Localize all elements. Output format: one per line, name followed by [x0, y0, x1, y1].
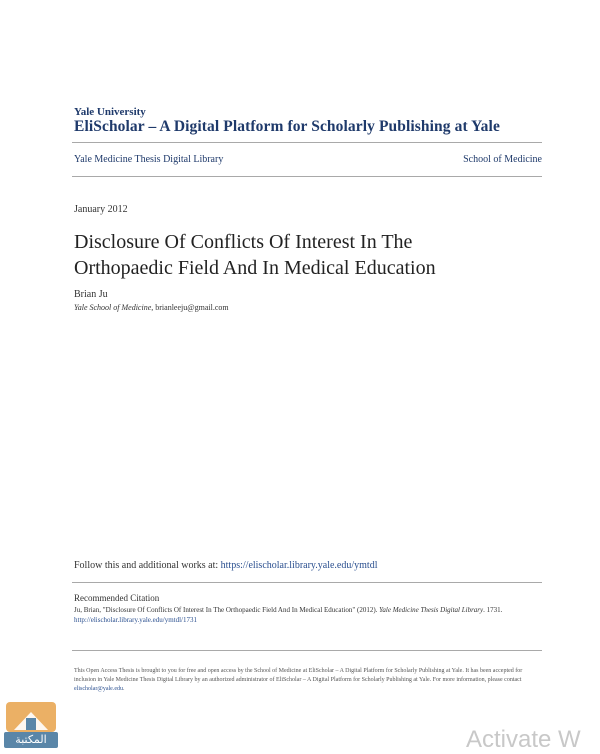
top-divider: [72, 142, 542, 143]
footer-text: This Open Access Thesis is brought to you for free and open access by the School of Medicine at EliScholar – A Digital Platform for Scholarly Publishing at Yale. It has been accepted for inclusion in Yale Medicine Thesis Digital Library by an authorized administrator of EliScholar – A Digital Platform for Scholarly Publishing at Yale. For more information, please contact: [74, 668, 523, 683]
department-link[interactable]: School of Medicine: [463, 154, 542, 165]
paper-title-line-1: Disclosure Of Conflicts Of Interest In The: [74, 231, 413, 253]
citation-divider: [72, 650, 542, 651]
follow-link[interactable]: https://elischolar.library.yale.edu/ymtdl: [220, 560, 378, 571]
citation-url[interactable]: http://elischolar.library.yale.edu/ymtdl/1731: [74, 616, 197, 624]
author-email: , brianleeju@gmail.com: [151, 303, 229, 312]
citation-heading: Recommended Citation: [74, 593, 160, 603]
author-name: Brian Ju: [74, 289, 108, 300]
university-name: Yale University: [74, 106, 146, 118]
citation-text: [74, 605, 544, 625]
header-divider: [72, 176, 542, 177]
publication-date: January 2012: [74, 204, 128, 215]
follow-text: Follow this and additional works at:: [74, 560, 221, 571]
citation-number: . 1731.: [483, 606, 503, 614]
citation-series: Yale Medicine Thesis Digital Library: [379, 606, 484, 614]
follow-line: [74, 560, 377, 571]
paper-title-line-2: Orthopaedic Field And In Medical Education: [74, 257, 436, 279]
footer-end: .: [123, 686, 125, 692]
footer-notice: [74, 667, 544, 694]
library-logo-text: المكتبة: [4, 732, 58, 748]
affiliation-school: Yale School of Medicine: [74, 303, 152, 312]
paper-title: [74, 229, 544, 281]
citation-main: Ju, Brian, "Disclosure Of Conflicts Of Interest In The Orthopaedic Field And In Medical Education" (2012).: [74, 606, 380, 614]
follow-divider: [72, 582, 542, 583]
platform-title[interactable]: EliScholar – A Digital Platform for Scholarly Publishing at Yale: [74, 118, 500, 135]
footer-email[interactable]: elischolar@yale.edu: [74, 686, 124, 692]
author-affiliation: [74, 303, 229, 312]
collection-link[interactable]: Yale Medicine Thesis Digital Library: [74, 154, 224, 165]
activation-watermark: Activate W: [466, 726, 581, 753]
